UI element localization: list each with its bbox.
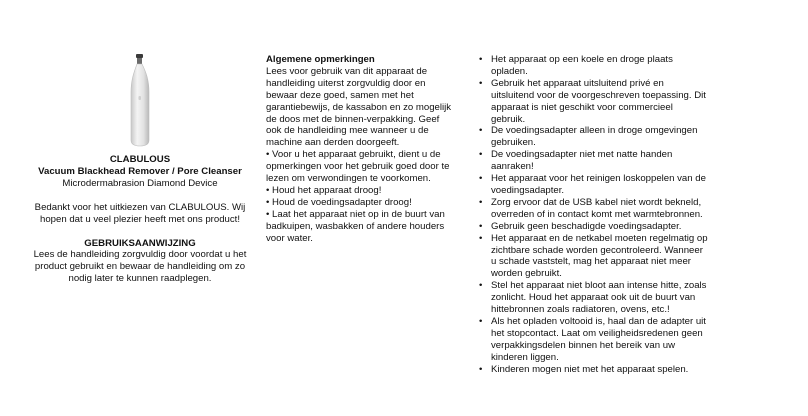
remark-point: • Voor u het apparaat gebruikt, dient u de opmerkingen voor het gebruik goed door te lezen om verwondingen te voorkomen.	[266, 149, 450, 185]
safety-item: • Het apparaat en de netkabel moeten regelmatig op zichtbare schade worden gecontroleerd. Wanneer u schade vaststelt, mag het apparaat niet meer worden gebruikt.	[478, 233, 708, 281]
general-remarks-intro: Lees voor gebruik van dit apparaat de handleiding uiterst zorgvuldig door en bewaar deze goed, samen met het garantiebewijs, de kassabon en zo mogelijk de doos met de binnen-verpakking. Geef ook de handleiding mee wanneer u de machine aan derden doorgeeft.	[266, 65, 452, 149]
product-subtitle: Microdermabrasion Diamond Device	[62, 177, 218, 189]
safety-item: • Kinderen mogen niet met het apparaat spelen.	[478, 364, 708, 376]
remark-point: • Laat het apparaat niet op in de buurt van badkuipen, wasbakken of andere houders voor water.	[266, 208, 445, 244]
product-title: Vacuum Blackhead Remover / Pore Cleanser	[38, 165, 242, 177]
safety-item: • Het apparaat op een koele en droge plaats opladen.	[478, 54, 708, 78]
manual-text: Lees de handleiding zorgvuldig door voordat u het product gebruikt en bewaar de handleiding om zo nodig later te kunnen raadplegen.	[33, 249, 247, 285]
general-remarks-heading: Algemene opmerkingen	[266, 54, 375, 65]
safety-item: • Stel het apparaat niet bloot aan intense hitte, zoals zonlicht. Houd het apparaat ook uit de buurt van hittebronnen zoals radiatoren, ovens, etc.!	[478, 280, 708, 316]
safety-item: • De voedingsadapter niet met natte handen aanraken!	[478, 149, 708, 173]
safety-item: • Gebruik het apparaat uitsluitend privé en uitsluitend voor de voorgeschreven toepassing. Dit apparaat is niet geschikt voor commercieel gebruik.	[478, 78, 708, 126]
manual-heading: GEBRUIKSAANWIJZING	[84, 237, 196, 249]
safety-item: • Als het opladen voltooid is, haal dan de adapter uit het stopcontact. Laat om veiligheidsredenen geen verpakkingsdelen binnen het bereik van uw kinderen liggen.	[478, 316, 708, 364]
safety-item: • Het apparaat voor het reinigen loskoppelen van de voedingsadapter.	[478, 173, 708, 197]
general-remarks-column	[266, 54, 456, 245]
safety-list-column	[478, 54, 708, 375]
safety-item: • Zorg ervoor dat de USB kabel niet wordt bekneld, overreden of in contact komt met warmtebronnen.	[478, 197, 708, 221]
safety-item: • Gebruik geen beschadigde voedingsadapter.	[478, 221, 708, 233]
vacuum-device-icon	[125, 52, 155, 148]
remark-point: • Houd de voedingsadapter droog!	[266, 196, 412, 208]
safety-item: • De voedingsadapter alleen in droge omgevingen gebruiken.	[478, 125, 708, 149]
safety-bullet-list	[478, 54, 708, 375]
thanks-text: Bedankt voor het uitkiezen van CLABULOUS. Wij hopen dat u veel plezier heeft met ons product!	[34, 201, 246, 225]
intro-column	[24, 52, 256, 285]
device-illustration	[24, 52, 256, 148]
remark-point: • Houd het apparaat droog!	[266, 184, 382, 196]
brand-name: CLABULOUS	[109, 154, 171, 165]
